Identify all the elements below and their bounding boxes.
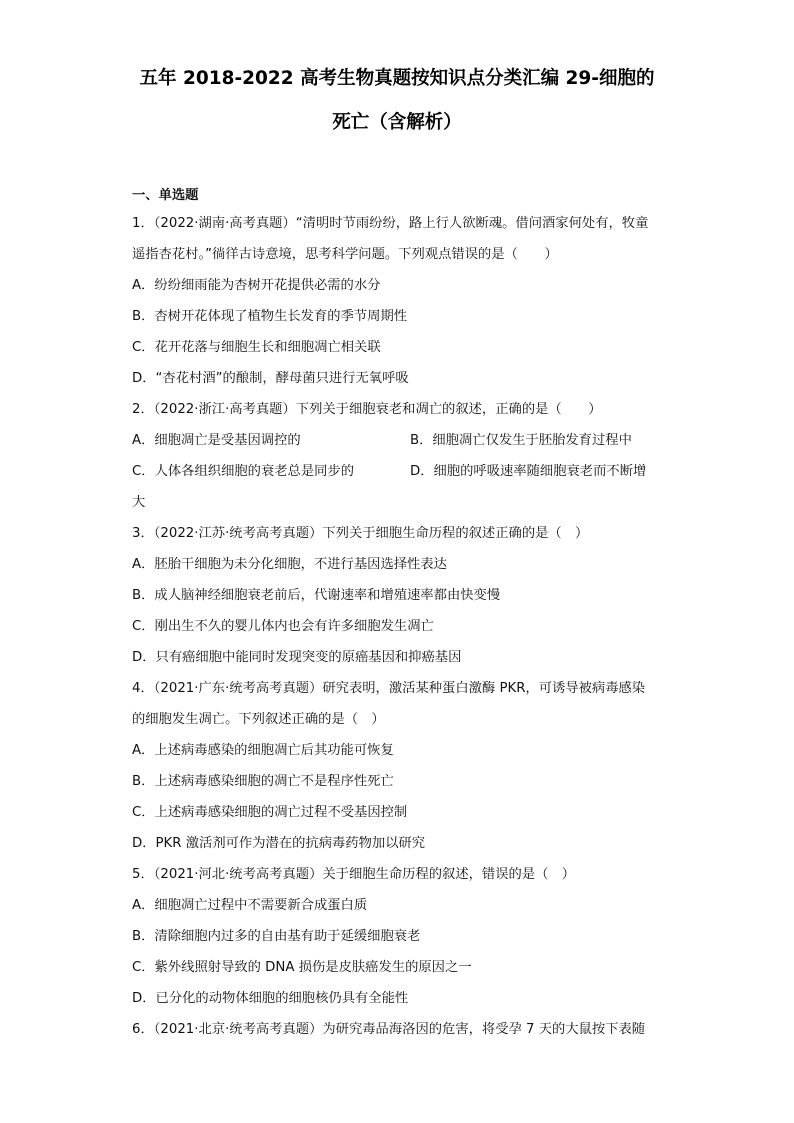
question-stem: 1．（2022·湖南·高考真题）“清明时节雨纷纷，路上行人欲断魂。借问酒家何处有，牧童 [132, 216, 649, 231]
option-a[interactable]: A．细胞凋亡过程中不需要新合成蛋白质 [132, 898, 368, 913]
option-c[interactable]: C．上述病毒感染细胞的凋亡过程不受基因控制 [132, 805, 408, 820]
option-a[interactable]: A．细胞凋亡是受基因调控的 [132, 433, 301, 448]
option-c[interactable]: C．紫外线照射导致的 DNA 损伤是皮肤癌发生的原因之一 [132, 960, 472, 975]
question-stem: 3．（2022·江苏·统考高考真题）下列关于细胞生命历程的叙述正确的是（ ） [132, 526, 589, 541]
option-b[interactable]: B．细胞凋亡仅发生于胚胎发育过程中 [410, 433, 632, 448]
question-stem: 5．（2021·河北·统考高考真题）关于细胞生命历程的叙述，错误的是（ ） [132, 867, 576, 882]
question-6 [132, 1014, 672, 1045]
option-d[interactable]: D．只有癌细胞中能同时发现突变的原癌基因和抑癌基因 [132, 650, 462, 665]
option-a[interactable]: A．上述病毒感染的细胞凋亡后其功能可恢复 [132, 743, 394, 758]
option-c[interactable]: C．花开花落与细胞生长和细胞凋亡相关联 [132, 340, 381, 355]
option-a[interactable]: A．胚胎干细胞为未分化细胞，不进行基因选择性表达 [132, 557, 447, 572]
question-stem: 6．（2021·北京·统考高考真题）为研究毒品海洛因的危害，将受孕 7 天的大鼠按下表随 [132, 1022, 646, 1037]
option-d[interactable]: D．已分化的动物体细胞的细胞核仍具有全能性 [132, 991, 409, 1006]
option-row [132, 425, 672, 456]
doc-body [132, 183, 672, 1045]
option-b[interactable]: B．上述病毒感染细胞的凋亡不是程序性死亡 [132, 774, 394, 789]
question-2 [132, 394, 672, 518]
option-a[interactable]: A．纷纷细雨能为杏树开花提供必需的水分 [132, 278, 381, 293]
question-stem: 2．（2022·浙江·高考真题）下列关于细胞衰老和凋亡的叙述，正确的是（ ） [132, 402, 602, 417]
option-c[interactable]: C．刚出生不久的婴儿体内也会有许多细胞发生凋亡 [132, 619, 434, 634]
doc-title-line-1: 五年 2018-2022 高考生物真题按知识点分类汇编 29-细胞的 [139, 68, 655, 89]
question-3 [132, 518, 672, 673]
question-5 [132, 859, 672, 1014]
option-row [132, 456, 672, 487]
option-b[interactable]: B．杏树开花体现了植物生长发育的季节周期性 [132, 309, 408, 324]
option-b[interactable]: B．成人脑神经细胞衰老前后，代谢速率和增殖速率都由快变慢 [132, 588, 501, 603]
option-d-continuation: 大 [132, 495, 146, 510]
section-heading: 一、单选题 [132, 188, 199, 203]
question-stem: 遥指杏花村。”徜徉古诗意境，思考科学问题。下列观点错误的是（ ） [132, 247, 558, 262]
question-stem: 4．（2021·广东·统考高考真题）研究表明，激活某种蛋白激酶 PKR，可诱导被病毒感染 [132, 681, 646, 696]
question-4 [132, 673, 672, 859]
option-b[interactable]: B．清除细胞内过多的自由基有助于延缓细胞衰老 [132, 929, 421, 944]
question-stem: 的细胞发生凋亡。下列叙述正确的是（ ） [132, 712, 385, 727]
option-d[interactable]: D．PKR 激活剂可作为潜在的抗病毒药物加以研究 [132, 836, 426, 851]
question-1 [132, 208, 672, 394]
option-d[interactable]: D．细胞的呼吸速率随细胞衰老而不断增 [410, 464, 647, 479]
option-d[interactable]: D．“杏花村酒”的酿制，酵母菌只进行无氧呼吸 [132, 371, 409, 386]
option-c[interactable]: C．人体各组织细胞的衰老总是同步的 [132, 464, 355, 479]
doc-title-line-2: 死亡（含解析） [332, 112, 462, 133]
